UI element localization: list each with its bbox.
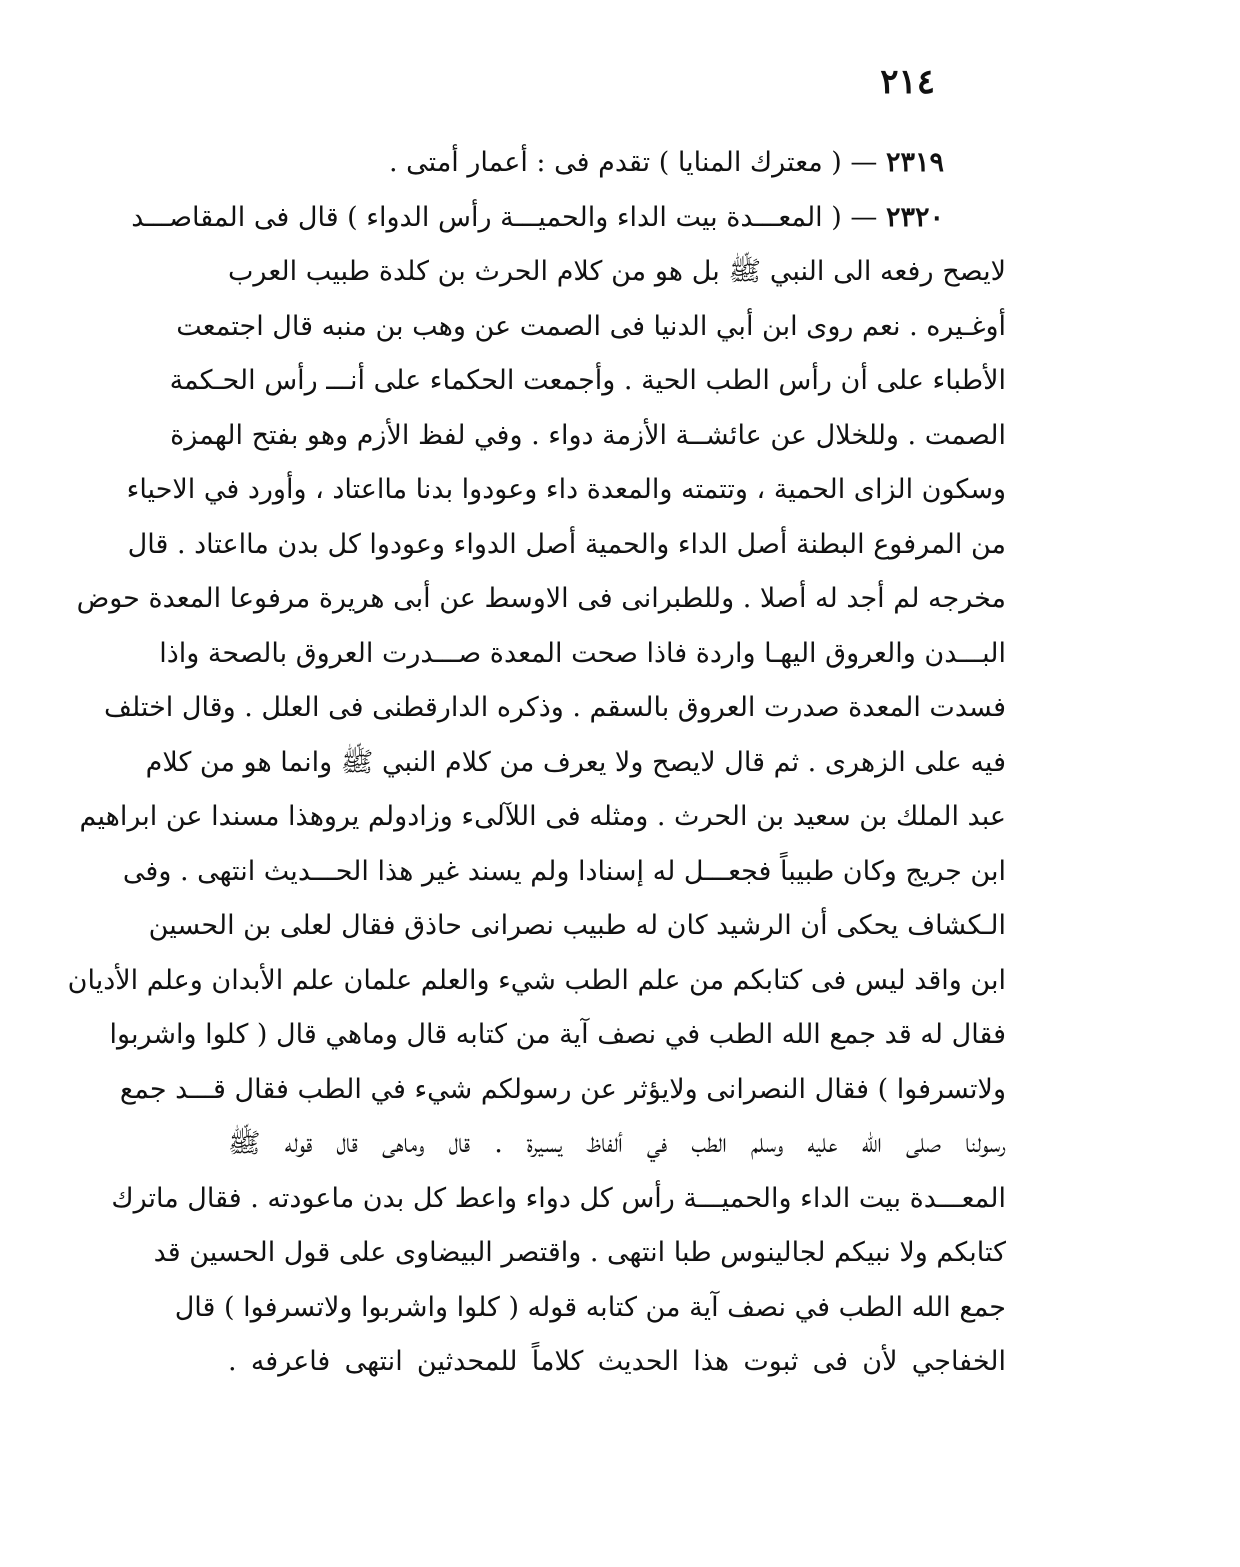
text-line: ابن واقد ليس فى كتابكم من علم الطب شيء والعلم علمان علم الأبدان وعلم الأديان: [67, 964, 1006, 996]
entry-2320-heading-text: — ( المعـــدة بيت الداء والحميـــة رأس الدواء ) قال فى المقاصـــد: [131, 201, 878, 233]
text-line-final: [228, 1390, 1006, 1445]
text-line: عبد الملك بن سعيد بن الحرث . ومثله فى اللآلىء وزادولم يروهذا مسندا عن ابراهيم: [79, 801, 1006, 832]
text-line: مخرجه لم أجد له أصلا . وللطبرانى فى الاوسط عن أبى هريرة مرفوعا المعدة حوض: [76, 583, 1006, 614]
entry-2319-line-1: [228, 136, 1006, 191]
entry-number-2320: ٢٣٢٠: [885, 201, 944, 233]
entry-2320-line-1: [131, 191, 1006, 246]
text-line: البـــدن والعروق اليهـا واردة فاذا صحت المعدة صـــدرت العروق بالصحة واذا: [159, 637, 1006, 669]
text-line: لايصح رفعه الى النبي ﷺ بل هو من كلام الحرث بن كلدة طبيب العرب: [228, 256, 1006, 287]
text-line: أوغـيره . نعم روى ابن أبي الدنيا فى الصمت عن وهب بن منبه قال اجتمعت: [176, 310, 1006, 342]
main-text: [67, 136, 1006, 1444]
text-line: كتابكم ولا نبيكم لجالينوس طبا انتهى . واقتصر البيضاوى على قول الحسين قد: [153, 1237, 1006, 1268]
text-line: رسولنا صلى الله عليه وسلم الطب في ألفاظ يسيرة . قال وماهى قال قوله ﷺ: [228, 1128, 1006, 1159]
page-number: ٢١٤: [880, 62, 935, 102]
text-line: وسكون الزاى الحمية ، وتتمته والمعدة داء وعودوا بدنا مااعتاد ، وأورد في الاحياء: [126, 474, 1006, 505]
text-line: فيه على الزهرى . ثم قال لايصح ولا يعرف من كلام النبي ﷺ وانما هو من كلام: [145, 746, 1006, 778]
text-line: الـكشاف يحكى أن الرشيد كان له طبيب نصرانى حاذق فقال لعلى بن الحسين: [148, 910, 1006, 941]
text-line: الخفاجي لأن فى ثبوت هذا الحديث كلاماً للمحدثين انتهى فاعرفه .: [228, 1346, 1006, 1377]
text-line: من المرفوع البطنة أصل الداء والحمية أصل الدواء وعودوا كل بدن مااعتاد . قال: [127, 528, 1006, 560]
text-line: فقال له قد جمع الله الطب في نصف آية من كتابه قال وماهي قال ( كلوا واشربوا: [109, 1019, 1006, 1050]
text-line: المعـــدة بيت الداء والحميـــة رأس كل دواء واعط كل بدن ماعودته . فقال ماترك: [111, 1182, 1006, 1214]
text-line: جمع الله الطب في نصف آية من كتابه قوله ( كلوا واشربوا ولاتسرفوا ) قال: [174, 1291, 1006, 1323]
entry-number-2319: ٢٣١٩: [885, 147, 944, 178]
entry-2319-text: — ( معترك المنايا ) تقدم فى : أعمار أمتى .: [389, 147, 878, 178]
text-line: فسدت المعدة صدرت العروق بالسقم . وذكره الدارقطنى فى العلل . وقال اختلف: [104, 692, 1006, 723]
text-line: الأطباء على أن رأس الطب الحية . وأجمعت الحكماء على أنـــ رأس الحـكمة: [169, 365, 1006, 396]
text-line: ابن جريج وكان طبيباً فجعـــل له إسنادا ولم يسند غير هذا الحـــديث انتهى . وفى: [122, 855, 1006, 887]
text-line: الصمت . وللخلال عن عائشــة الأزمة دواء . وفي لفظ الأزم وهو بفتح الهمزة: [170, 419, 1006, 451]
text-line: ولاتسرفوا ) فقال النصرانى ولايؤثر عن رسولكم شيء في الطب فقال قـــد جمع: [119, 1073, 1006, 1105]
